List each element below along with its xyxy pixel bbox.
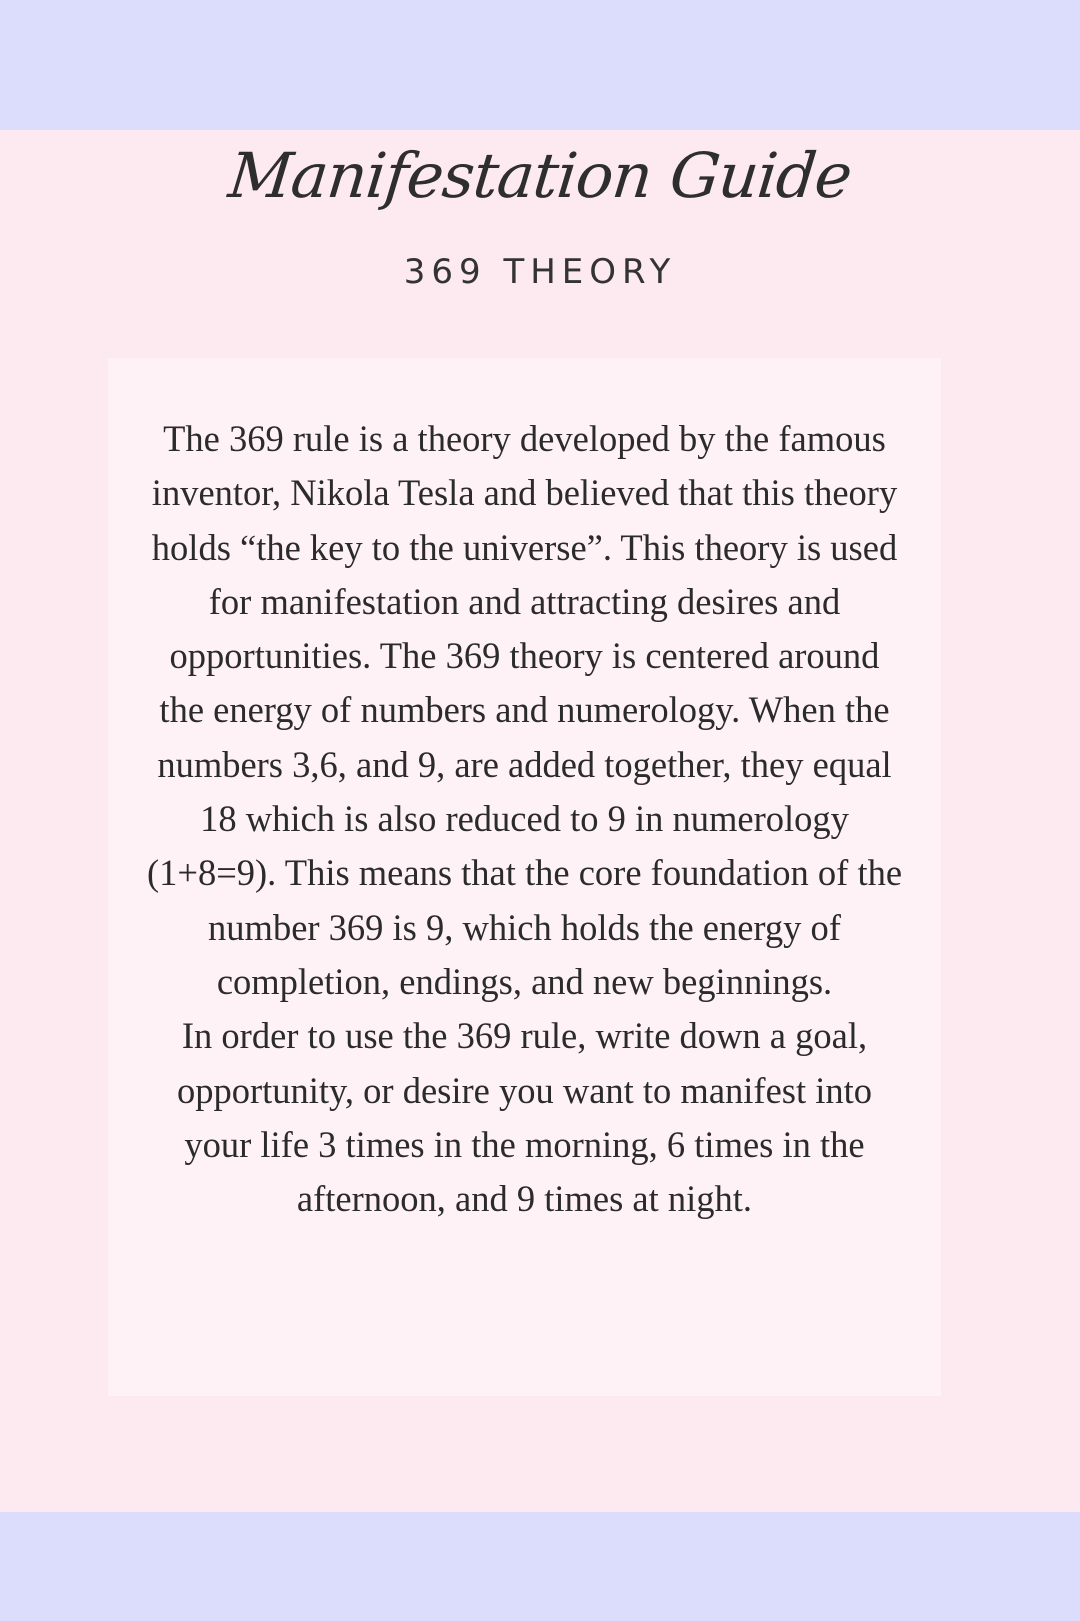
top-band	[0, 0, 1080, 130]
body-line: for manifestation and attracting desires and	[208, 580, 841, 622]
body-line: afternoon, and 9 times at night.	[296, 1178, 753, 1220]
body-line: your life 3 times in the morning, 6 times in the	[184, 1123, 865, 1165]
body-paragraph	[108, 412, 941, 1226]
body-line: numbers 3,6, and 9, are added together, they equal	[157, 743, 892, 785]
body-line: The 369 rule is a theory developed by the famous	[163, 418, 886, 459]
body-line: the energy of numbers and numerology. When the	[159, 689, 890, 731]
bottom-band	[0, 1512, 1080, 1621]
body-line: (1+8=9). This means that the core foundation of the	[146, 852, 903, 894]
body-line: inventor, Nikola Tesla and believed that this theory	[151, 472, 898, 514]
body-line: 18 which is also reduced to 9 in numerology	[200, 798, 849, 840]
body-line: opportunity, or desire you want to manifest into	[176, 1069, 873, 1111]
body-line: holds “the key to the universe”. This theory is used	[151, 526, 898, 568]
body-line: In order to use the 369 rule, write down a goal,	[181, 1015, 868, 1057]
body-line: completion, endings, and new beginnings.	[216, 960, 833, 1002]
page-title: Manifestation Guide	[225, 139, 855, 212]
body-line: number 369 is 9, which holds the energy of	[208, 906, 841, 948]
content-card	[108, 358, 941, 1396]
page-subtitle: 369 THEORY	[403, 252, 677, 292]
body-line: opportunities. The 369 theory is centered around	[169, 635, 880, 677]
